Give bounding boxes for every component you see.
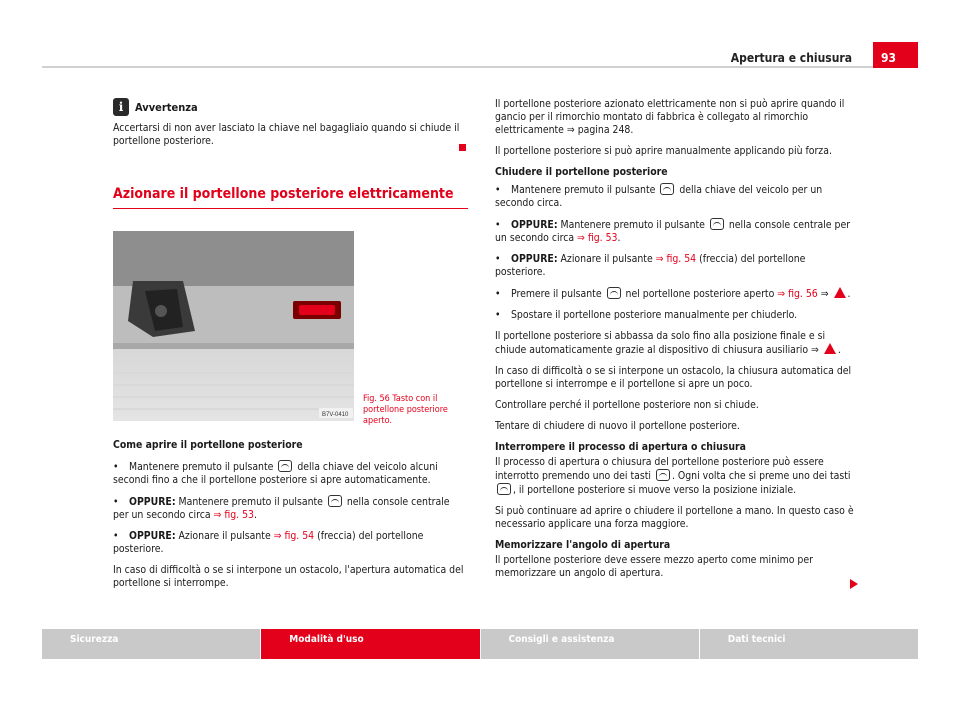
tab-dati-tecnici[interactable]: Dati tecnici bbox=[700, 629, 918, 659]
list-item: • OPPURE: Mantenere premuto il pulsante nella console centrale per un secondo circa ⇒ fig. 53. bbox=[495, 219, 851, 244]
close-heading: Chiudere il portellone posteriore bbox=[495, 166, 668, 178]
warning-triangle-icon bbox=[824, 343, 836, 354]
footer-nav bbox=[42, 629, 918, 659]
warning-title: Avvertenza bbox=[135, 100, 198, 114]
list-item: • OPPURE: Azionare il pulsante ⇒ fig. 54 (freccia) del portellone posteriore. bbox=[113, 530, 424, 555]
paragraph: Il portellone posteriore si può aprire manualmente applicando più forza. bbox=[495, 145, 832, 157]
page-header-title: Apertura e chiusura bbox=[730, 51, 852, 65]
right-column bbox=[495, 98, 855, 580]
paragraph: Il portellone posteriore deve essere mezzo aperto come minimo per memorizzare un angolo di apertura. bbox=[495, 554, 813, 579]
section-heading: Azionare il portellone posteriore elettricamente bbox=[113, 186, 468, 209]
list-item: • Premere il pulsante nel portellone posteriore aperto ⇒ fig. 56 ⇒ . bbox=[495, 288, 851, 300]
paragraph: Il portellone posteriore azionato elettricamente non si può aprire quando il gancio per il rimorchio montato di fabbrica è collegato al rimorchio elettricamente ⇒ pagina 248. bbox=[495, 98, 845, 136]
left-column bbox=[113, 98, 468, 590]
tab-consigli-assistenza[interactable]: Consigli e assistenza bbox=[481, 629, 700, 659]
fig-53-link[interactable]: ⇒ fig. 53 bbox=[213, 509, 255, 521]
warning-box bbox=[113, 98, 468, 148]
list-item: • OPPURE: Azionare il pulsante ⇒ fig. 54 (freccia) del portellone posteriore. bbox=[495, 253, 806, 278]
page-number: 93 bbox=[873, 42, 918, 68]
tailgate-key-icon bbox=[278, 460, 292, 472]
photo-code: B7V-0410 bbox=[322, 412, 349, 418]
tailgate-photo bbox=[113, 231, 354, 421]
paragraph: Controllare perché il portellone posteriore non si chiude. bbox=[495, 399, 759, 411]
figure-56 bbox=[113, 231, 468, 426]
interrupt-heading: Interrompere il processo di apertura o chiusura bbox=[495, 441, 746, 453]
paragraph: Si può continuare ad aprire o chiudere il portellone a mano. In questo caso è necessario applicare una forza maggiore. bbox=[495, 505, 854, 530]
fig-53-link[interactable]: ⇒ fig. 53 bbox=[577, 232, 618, 244]
list-item: • Mantenere premuto il pulsante della chiave del veicolo per un secondo circa. bbox=[495, 184, 823, 209]
tailgate-key-icon bbox=[710, 218, 724, 230]
open-heading: Come aprire il portellone posteriore bbox=[113, 439, 303, 451]
continue-arrow-icon bbox=[850, 579, 858, 589]
left-paragraph: In caso di difficoltà o se si interpone un ostacolo, l'apertura automatica del portellone si interrompe. bbox=[113, 564, 464, 589]
paragraph: Il processo di apertura o chiusura del portellone posteriore può essere interrotto premendo uno dei tasti . Ogni volta che si preme uno dei tasti , il portellone posteriore si muove verso la posizione iniziale. bbox=[495, 456, 851, 496]
list-item: • Spostare il portellone posteriore manualmente per chiuderlo. bbox=[495, 309, 798, 321]
tailgate-key-icon bbox=[607, 287, 621, 299]
warning-text: Accertarsi di non aver lasciato la chiave nel bagagliaio quando si chiude il portellone posteriore. bbox=[113, 122, 460, 147]
tailgate-key-icon bbox=[497, 483, 511, 495]
tailgate-key-icon bbox=[656, 469, 670, 481]
list-item: • Mantenere premuto il pulsante della chiave del veicolo alcuni secondi fino a che il portellone posteriore si apre automaticamente. bbox=[113, 461, 438, 486]
paragraph: Tentare di chiudere di nuovo il portellone posteriore. bbox=[495, 420, 740, 432]
paragraph: In caso di difficoltà o se si interpone un ostacolo, la chiusura automatica del portellone si interrompe e il portellone si apre un poco. bbox=[495, 365, 852, 390]
fig-54-link[interactable]: ⇒ fig. 54 bbox=[273, 530, 315, 542]
figure-caption: Fig. 56 Tasto con il portellone posteriore aperto. bbox=[363, 394, 448, 426]
tab-modalita-duso[interactable]: Modalità d'uso bbox=[261, 629, 480, 659]
fig-56-link[interactable]: ⇒ fig. 56 bbox=[777, 288, 818, 300]
info-icon: i bbox=[113, 98, 129, 116]
tab-sicurezza[interactable]: Sicurezza bbox=[42, 629, 261, 659]
end-marker-icon bbox=[459, 144, 466, 151]
fig-54-link[interactable]: ⇒ fig. 54 bbox=[655, 253, 697, 265]
tailgate-key-icon bbox=[328, 495, 342, 507]
memory-heading: Memorizzare l'angolo di apertura bbox=[495, 539, 671, 551]
header-rule bbox=[42, 66, 918, 68]
warning-triangle-icon bbox=[834, 287, 846, 298]
paragraph: Il portellone posteriore si abbassa da solo fino alla posizione finale e si chiude automaticamente grazie al dispositivo di chiusura ausiliario ⇒ . bbox=[495, 330, 841, 356]
list-item: • OPPURE: Mantenere premuto il pulsante nella console centrale per un secondo circa ⇒ fig. 53. bbox=[113, 496, 450, 521]
tailgate-key-icon bbox=[660, 183, 674, 195]
